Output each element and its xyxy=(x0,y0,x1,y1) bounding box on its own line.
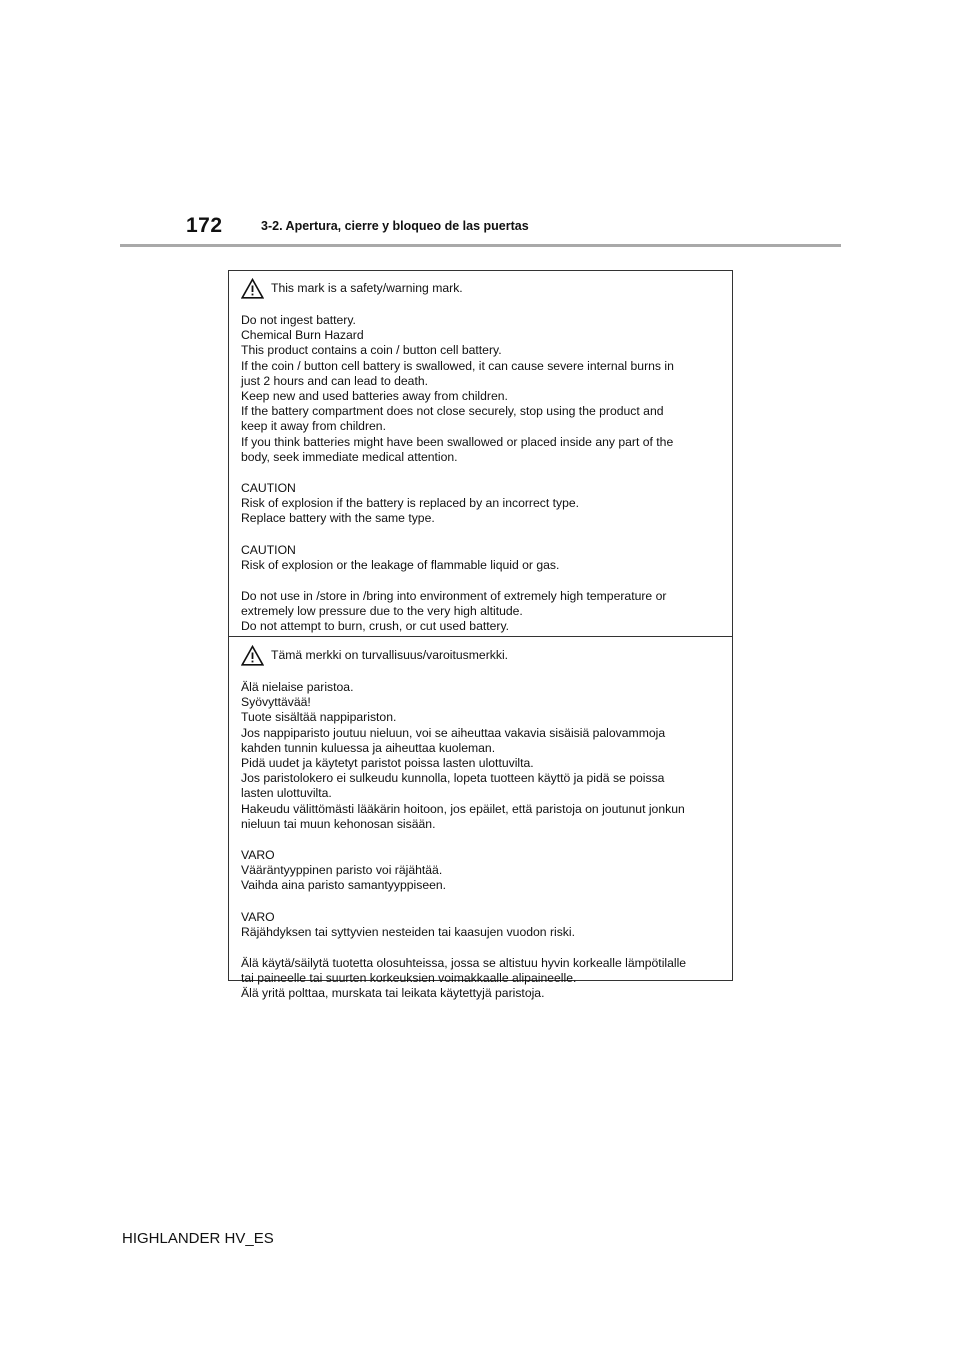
text-line: Do not attempt to burn, crush, or cut used battery. xyxy=(241,619,510,634)
text-line: If the coin / button cell battery is swallowed, it can cause severe internal burns in xyxy=(241,358,674,373)
english-warning-section xyxy=(241,277,724,651)
text-line: Pidä uudet ja käytetyt paristot poissa lasten ulottuvilta. xyxy=(241,756,534,771)
environment-warning-paragraph xyxy=(241,956,724,1002)
text-line: Räjähdyksen tai syttyvien nesteiden tai kaasujen vuodon riski. xyxy=(241,924,575,939)
text-line: Syövyttävää! xyxy=(241,695,311,710)
text-line: Tuote sisältää nappipariston. xyxy=(241,710,397,725)
safety-mark-row xyxy=(241,277,724,299)
caution-explosion-paragraph xyxy=(241,543,724,573)
text-line: nieluun tai muun kehonosan sisään. xyxy=(241,816,436,831)
section-divider xyxy=(229,636,732,637)
warning-triangle-icon xyxy=(241,645,264,666)
header-rule xyxy=(120,244,841,247)
text-line: VARO xyxy=(241,909,275,924)
text-line: Hakeudu välittömästi lääkärin hoitoon, jos epäilet, että paristoja on joutunut jonkun xyxy=(241,801,685,816)
text-line: Vaihda aina paristo samantyyppiseen. xyxy=(241,878,447,893)
text-line: If the battery compartment does not close securely, stop using the product and xyxy=(241,404,664,419)
safety-mark-text: This mark is a safety/warning mark. xyxy=(271,281,463,295)
caution-explosion-paragraph xyxy=(241,910,724,940)
text-line: Chemical Burn Hazard xyxy=(241,328,364,343)
text-line: CAUTION xyxy=(241,481,296,496)
text-line: Risk of explosion if the battery is replaced by an incorrect type. xyxy=(241,496,580,511)
text-line: lasten ulottuvilta. xyxy=(241,786,332,801)
ingestion-warning-paragraph xyxy=(241,680,724,832)
text-line: Jos paristolokero ei sulkeudu kunnolla, lopeta tuotteen käyttö ja pidä se poissa xyxy=(241,771,665,786)
text-line: Älä käytä/säilytä tuotetta olosuhteissa, jossa se altistuu hyvin korkealle lämpötilalle xyxy=(241,956,687,971)
text-line: body, seek immediate medical attention. xyxy=(241,449,458,464)
text-line: Risk of explosion or the leakage of flammable liquid or gas. xyxy=(241,557,560,572)
text-line: If you think batteries might have been swallowed or placed inside any part of the xyxy=(241,434,674,449)
text-line: Keep new and used batteries away from children. xyxy=(241,389,508,404)
text-line: Älä nielaise paristoa. xyxy=(241,680,354,694)
text-line: VARO xyxy=(241,848,275,863)
page-number: 172 xyxy=(186,214,223,237)
safety-mark-row xyxy=(241,644,724,666)
caution-battery-type-paragraph xyxy=(241,481,724,527)
battery-warning-notice xyxy=(228,270,733,1001)
text-line: kahden tunnin kuluessa ja aiheuttaa kuoleman. xyxy=(241,740,496,755)
text-line: tai paineelle tai suurten korkeuksien voimakkaalle alipaineelle. xyxy=(241,971,577,986)
text-line: CAUTION xyxy=(241,542,296,557)
text-line: Älä yritä polttaa, murskata tai leikata käytettyjä paristoja. xyxy=(241,986,545,1001)
warning-triangle-icon xyxy=(241,278,264,299)
environment-warning-paragraph xyxy=(241,589,724,635)
caution-battery-type-paragraph xyxy=(241,848,724,894)
finnish-warning-section xyxy=(241,644,724,1018)
text-line: Vääräntyyppinen paristo voi räjähtää. xyxy=(241,863,443,878)
text-line: extremely low pressure due to the very high altitude. xyxy=(241,604,523,619)
text-line: Jos nappiparisto joutuu nieluun, voi se aiheuttaa vakavia sisäisiä palovammoja xyxy=(241,725,666,740)
footer-model-name: HIGHLANDER HV_ES xyxy=(122,1230,274,1247)
text-line: keep it away from children. xyxy=(241,419,386,434)
safety-mark-text: Tämä merkki on turvallisuus/varoitusmerkki. xyxy=(271,648,509,662)
text-line: just 2 hours and can lead to death. xyxy=(241,373,429,388)
section-title: 3-2. Apertura, cierre y bloqueo de las puertas xyxy=(261,219,529,233)
text-line: This product contains a coin / button cell battery. xyxy=(241,343,502,358)
text-line: Do not use in /store in /bring into environment of extremely high temperature or xyxy=(241,589,667,604)
text-line: Do not ingest battery. xyxy=(241,313,356,327)
ingestion-warning-paragraph xyxy=(241,313,724,465)
text-line: Replace battery with the same type. xyxy=(241,511,435,526)
